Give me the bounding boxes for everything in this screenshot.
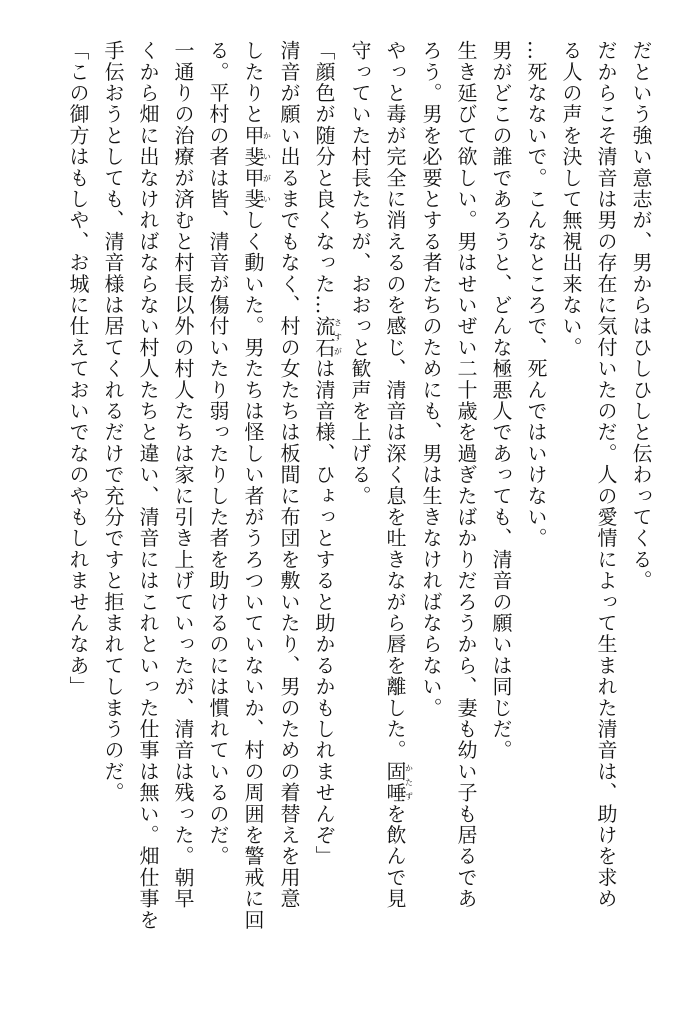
text-line: 一通りの治療が済むと村長以外の村人たちは家に引き上げていったが、清音は残った。朝早 bbox=[171, 40, 195, 910]
text-line: だという強い意志が、男からはひしひしと伝わってくる。 bbox=[629, 40, 653, 592]
text-segment: を飲んで見 bbox=[383, 803, 407, 910]
text-line: だからこそ清音は男の存在に気付いたのだ。人の愛情によって生まれた清音は、助けを求め bbox=[594, 40, 618, 910]
text-line: 生き延びて欲しい。男はせいぜい二十歳を過ぎたばかりだろうから、妻も幼い子も居るであ bbox=[454, 40, 478, 910]
text-line: 「この御方はもしや、お城に仕えておいでなのやもしれませんなあ」 bbox=[66, 40, 90, 698]
text-segment: 「顔色が随分と良くなった… bbox=[312, 40, 336, 316]
ruby-base: 固唾 bbox=[383, 760, 407, 804]
ruby-word bbox=[241, 124, 272, 210]
ruby-reading: かいがい bbox=[262, 124, 272, 210]
text-line: …死なないで。こんなところで、死んではいけない。 bbox=[524, 40, 548, 549]
text-segment: しく動いた。男たちは怪しい者がうろついていないか、村の周囲を警戒に回 bbox=[241, 209, 265, 931]
text-line bbox=[235, 40, 271, 975]
text-segment: したりと bbox=[241, 40, 265, 125]
text-line: る人の声を決して無視出来ない。 bbox=[559, 40, 583, 358]
text-line: 手伝おうとしても、清音様は居てくれるだけで充分ですと拒まれてしまうのだ。 bbox=[101, 40, 125, 804]
text-line: 清音が願い出るまでもなく、村の女たちは板間に布団を敷いたり、男のための着替えを用意 bbox=[277, 40, 301, 910]
ruby-word bbox=[312, 315, 343, 359]
text-segment: やっと毒が完全に消えるのを感じ、清音は深く息を吐きながら唇を離した。 bbox=[383, 40, 407, 761]
ruby-word bbox=[383, 760, 414, 804]
ruby-reading: さすが bbox=[333, 315, 343, 359]
text-line: くから畑に出なければならない村人たちと違い、清音にはこれといった仕事は無い。畑仕事を bbox=[136, 40, 160, 931]
ruby-reading: かたず bbox=[404, 760, 414, 804]
ruby-base: 甲斐甲斐 bbox=[241, 124, 265, 210]
ruby-base: 流石 bbox=[312, 315, 336, 359]
text-line: る。平村の者は皆、清音が傷付いたり弱ったりした者を助けるのには慣れているのだ。 bbox=[206, 40, 230, 867]
text-line bbox=[377, 40, 413, 975]
text-line: 守っていた村長たちが、おおっと歓声を上げる。 bbox=[348, 40, 372, 507]
text-line bbox=[306, 40, 342, 975]
text-line: 男がどこの誰であろうと、どんな極悪人であっても、清音の願いは同じだ。 bbox=[489, 40, 513, 761]
text-segment: は清音様、ひょっとすると助かるかもしれませんぞ」 bbox=[312, 358, 336, 867]
text-line: ろう。男を必要とする者たちのためにも、男は生きなければならない。 bbox=[419, 40, 443, 719]
vertical-text-block bbox=[38, 40, 658, 975]
